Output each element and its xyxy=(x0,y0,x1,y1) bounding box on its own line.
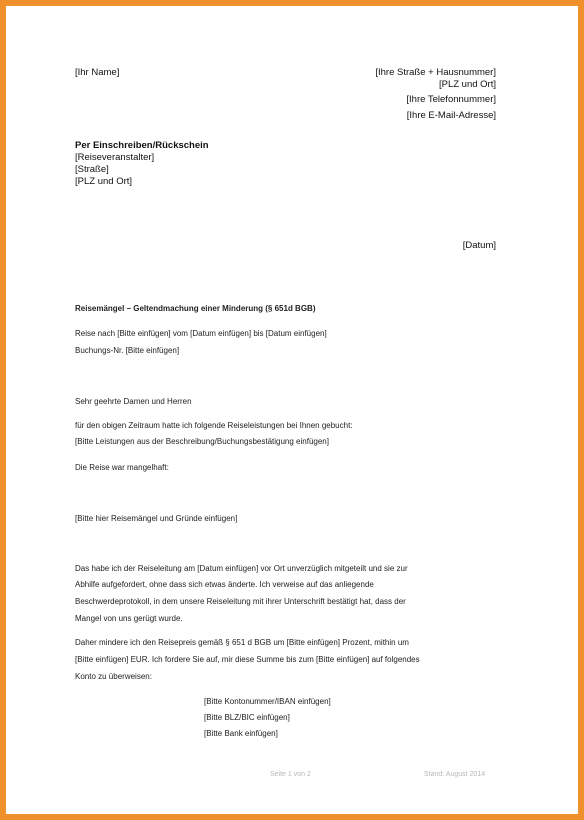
intro-line-2: [Bitte Leistungen aus der Beschreibung/Buchungsbestätigung einfügen] xyxy=(75,437,329,446)
bank-name: [Bitte Bank einfügen] xyxy=(204,729,278,738)
notice-line: Mangel von uns gerügt wurde. xyxy=(75,614,183,623)
sender-name: [Ihr Name] xyxy=(75,67,120,78)
recipient-city: [PLZ und Ort] xyxy=(75,176,133,187)
footer-version: Stand: August 2014 xyxy=(424,771,486,778)
claim-line: Konto zu überweisen: xyxy=(75,672,152,681)
sender-city: [PLZ und Ort] xyxy=(438,79,496,90)
defect-statement: Die Reise war mangelhaft: xyxy=(75,463,169,472)
letter-date: [Datum] xyxy=(462,240,496,251)
sender-email: [Ihre E-Mail-Adresse] xyxy=(406,110,496,121)
letter-subject: Reisemängel – Geltendmachung einer Minderung (§ 651d BGB) xyxy=(75,304,316,313)
travel-line-2: Buchungs-Nr. [Bitte einfügen] xyxy=(75,346,180,355)
claim-line: [Bitte einfügen] EUR. Ich fordere Sie auf, mir diese Summe bis zum [Bitte einfügen] auf folgendes xyxy=(75,655,420,664)
bank-account: [Bitte Kontonummer/IBAN einfügen] xyxy=(204,697,331,706)
notice-line: Abhilfe aufgefordert, ohne dass sich etwas änderte. Ich verweise auf das anliegende xyxy=(75,580,374,589)
salutation: Sehr geehrte Damen und Herren xyxy=(75,397,192,406)
bank-bic: [Bitte BLZ/BIC einfügen] xyxy=(204,713,290,722)
footer-page-number: Seite 1 von 2 xyxy=(270,771,311,778)
sender-street: [Ihre Straße + Hausnummer] xyxy=(375,67,496,78)
notice-line: Beschwerdeprotokoll, in dem unsere Reiseleitung mit ihrer Unterschrift bestätigt hat, dass der xyxy=(75,597,406,606)
recipient-street: [Straße] xyxy=(75,164,109,175)
delivery-method: Per Einschreiben/Rückschein xyxy=(75,140,209,151)
notice-line: Das habe ich der Reiseleitung am [Datum einfügen] vor Ort unverzüglich mitgeteilt und sie zur xyxy=(75,564,408,573)
defects-placeholder: [Bitte hier Reisemängel und Gründe einfügen] xyxy=(75,514,238,523)
recipient-company: [Reiseveranstalter] xyxy=(75,152,155,163)
sender-phone: [Ihre Telefonnummer] xyxy=(406,94,496,105)
travel-line-1: Reise nach [Bitte einfügen] vom [Datum einfügen] bis [Datum einfügen] xyxy=(75,329,327,338)
intro-line-1: für den obigen Zeitraum hatte ich folgende Reiseleistungen bei Ihnen gebucht: xyxy=(75,421,353,430)
claim-line: Daher mindere ich den Reisepreis gemäß § 651 d BGB um [Bitte einfügen] Prozent, mithin um xyxy=(75,638,409,647)
